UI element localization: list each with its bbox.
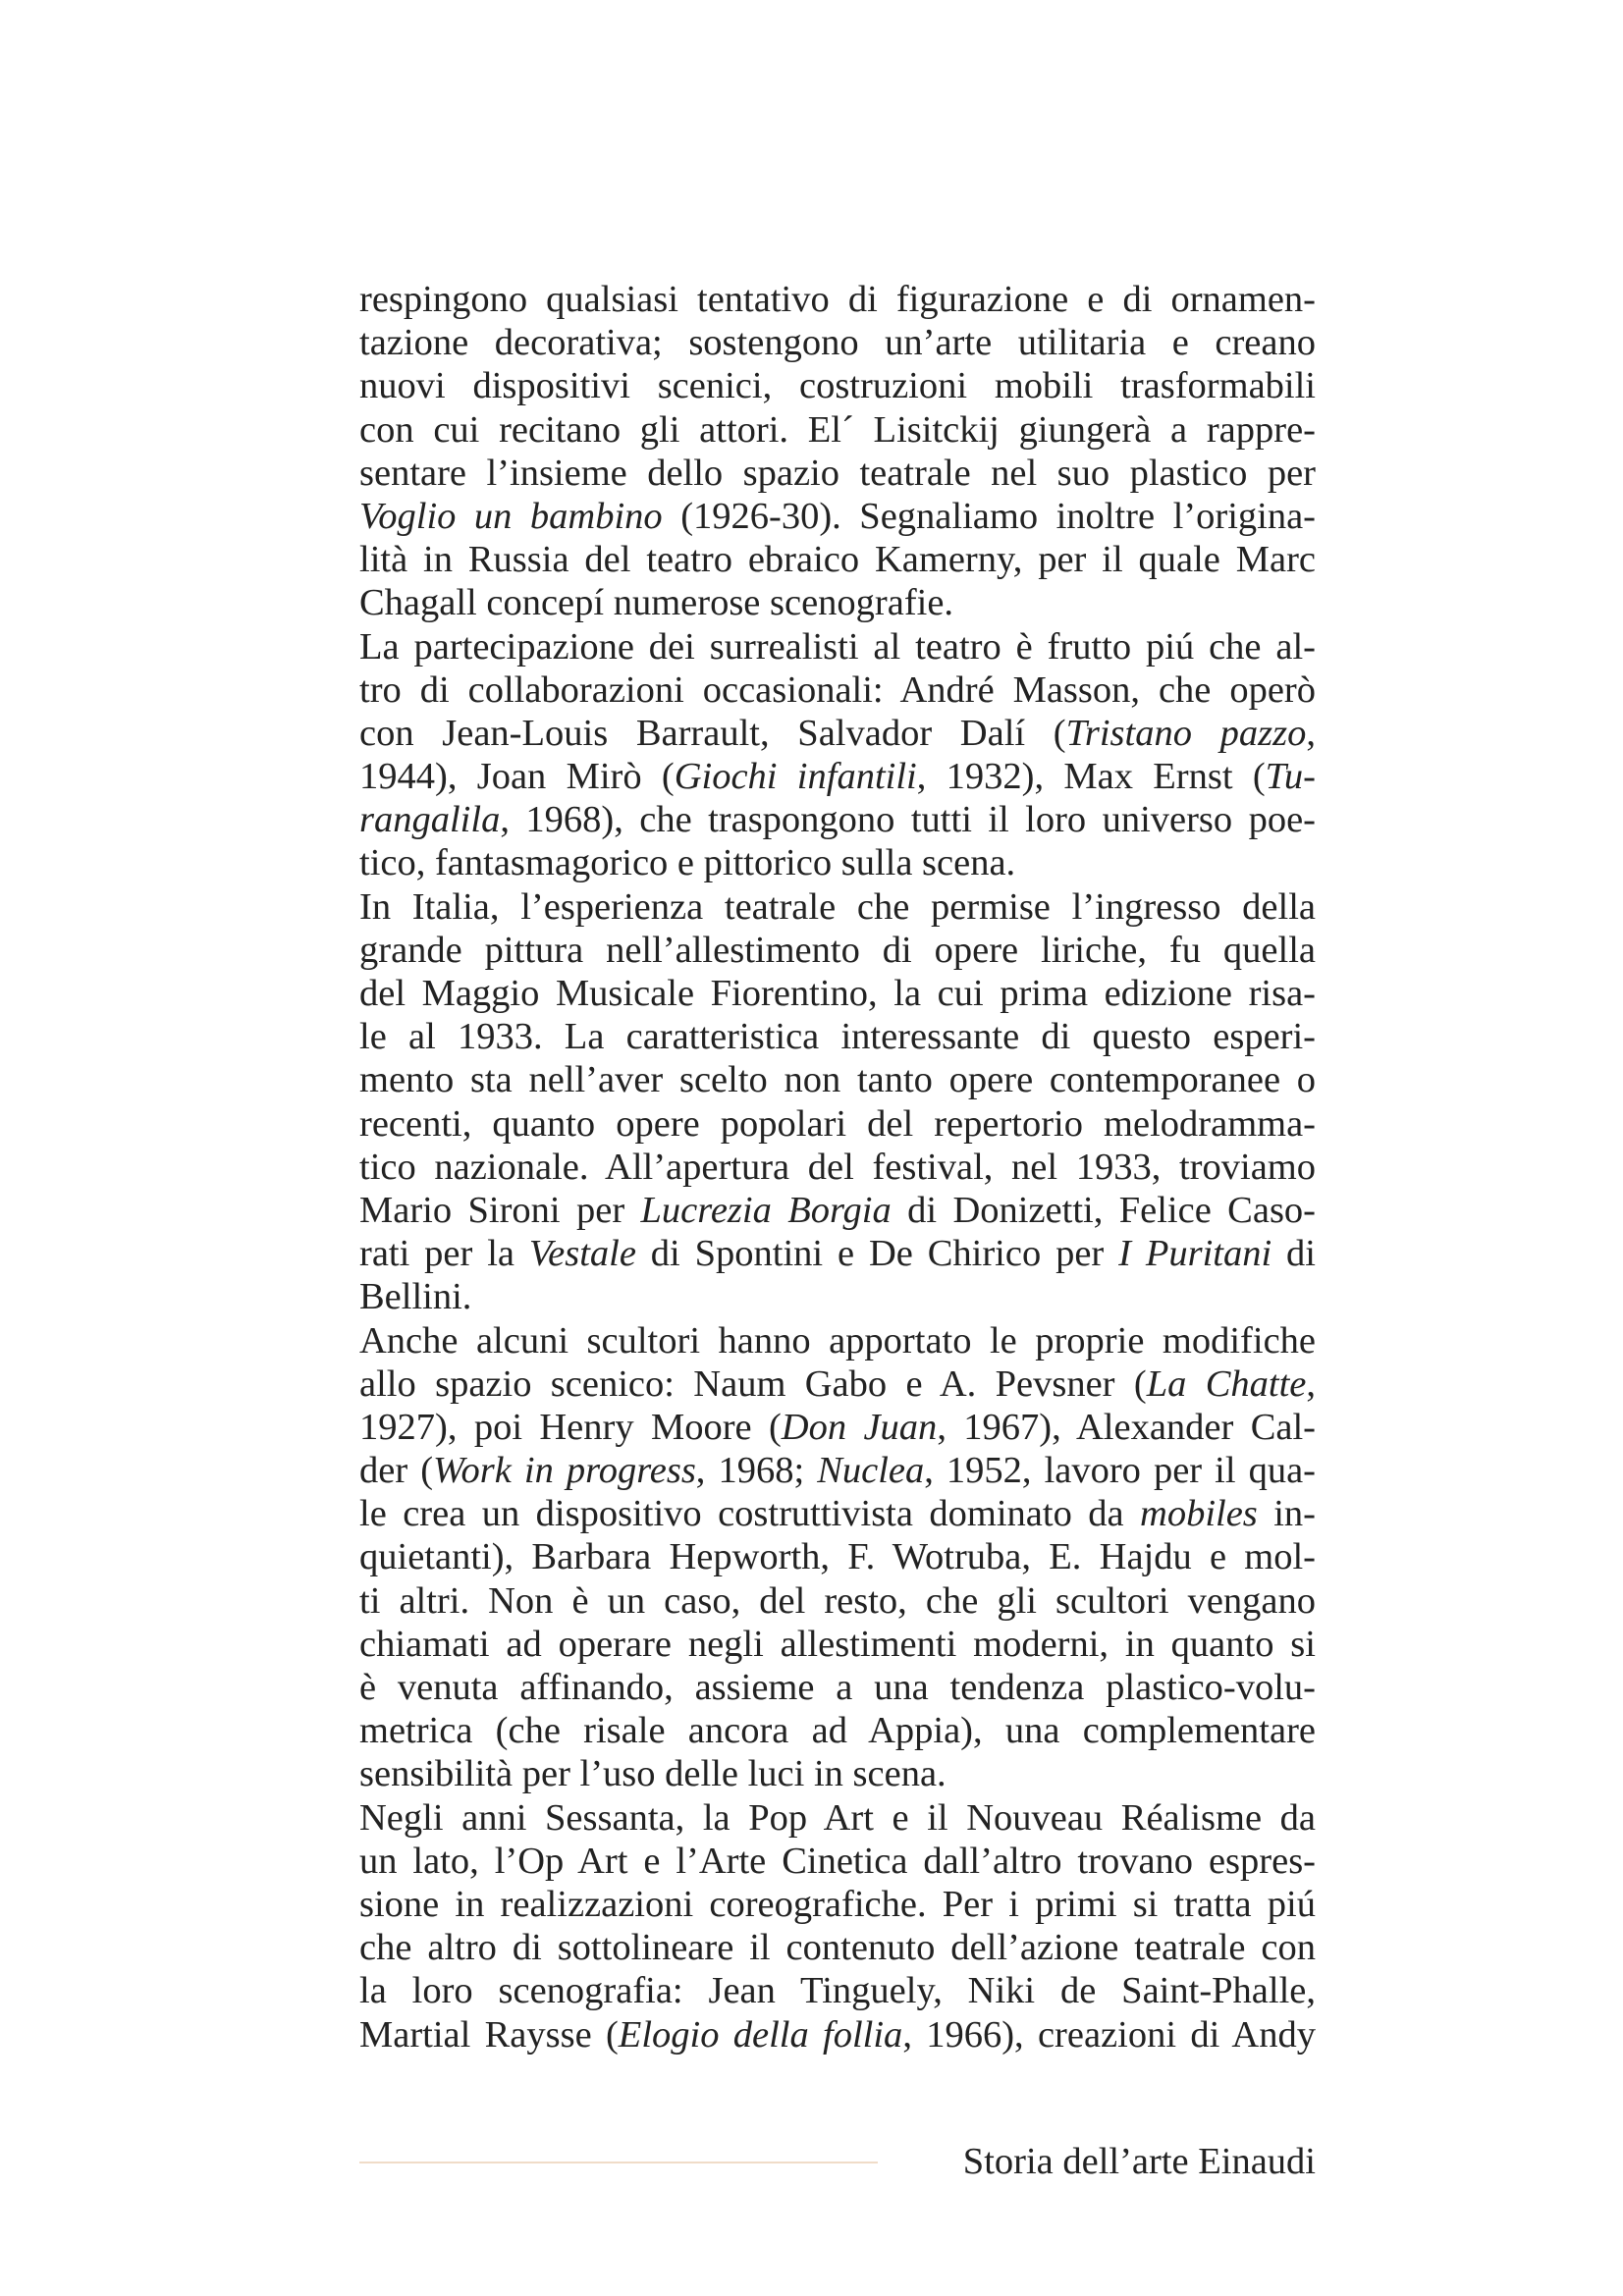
body-text <box>359 278 1316 2056</box>
text-line <box>359 1406 1316 1449</box>
text-run: mento sta nell’aver scelto non tanto opere contemporanee o <box>359 1059 1316 1101</box>
text-line <box>359 929 1316 972</box>
text-line <box>359 1146 1316 1189</box>
text-run: tazione decorativa; sostengono un’arte utilitaria e creano <box>359 322 1316 364</box>
text-run: , 1952, lavoro per il qua- <box>924 1450 1316 1492</box>
text-run: Negli anni Sessanta, la Pop Art e il Nouveau Réalisme da <box>359 1796 1316 1839</box>
text-line <box>359 1232 1316 1275</box>
text-line <box>359 408 1316 452</box>
text-line <box>359 1319 1316 1362</box>
text-line <box>359 1623 1316 1666</box>
text-line <box>359 885 1316 929</box>
text-line <box>359 452 1316 495</box>
text-line <box>359 1492 1316 1535</box>
text-run: sensibilità per l’uso delle luci in scena. <box>359 1753 947 1795</box>
text-run: sentare l’insieme dello spazio teatrale nel suo plastico per <box>359 452 1316 494</box>
text-run: sione in realizzazioni coreografiche. Per i primi si tratta piú <box>359 1883 1316 1925</box>
page-footer <box>359 2138 1316 2189</box>
text-run: der ( <box>359 1450 434 1492</box>
text-line <box>359 278 1316 321</box>
italic-title: Nuclea <box>817 1450 925 1492</box>
italic-title: La Chatte <box>1146 1362 1307 1405</box>
text-line <box>359 1015 1316 1058</box>
text-run: nuovi dispositivi scenici, costruzioni mobili trasformabili <box>359 365 1316 407</box>
text-line <box>359 1969 1316 2012</box>
footer-rule <box>359 2162 878 2163</box>
text-run: recenti, quanto opere popolari del repertorio melodramma- <box>359 1102 1316 1145</box>
text-line <box>359 1189 1316 1232</box>
text-run: , <box>1306 1362 1316 1405</box>
text-run: le crea un dispositivo costruttivista dominato da <box>359 1493 1141 1535</box>
text-line <box>359 1449 1316 1492</box>
text-run: tro di collaborazioni occasionali: André Masson, che operò <box>359 668 1316 711</box>
text-run: tico nazionale. All’apertura del festival, nel 1933, troviamo <box>359 1146 1316 1188</box>
italic-title: mobiles <box>1140 1493 1258 1535</box>
text-run: in- <box>1257 1493 1316 1535</box>
text-run: chiamati ad operare negli allestimenti moderni, in quanto si <box>359 1623 1316 1665</box>
text-line <box>359 1579 1316 1623</box>
text-line <box>359 364 1316 407</box>
italic-title: Giochi infantili <box>674 756 917 798</box>
text-run: , 1966), creazioni di Andy <box>902 2013 1316 2056</box>
italic-title: Lucrezia Borgia <box>640 1189 892 1231</box>
italic-title: Tu- <box>1265 756 1316 798</box>
text-line <box>359 972 1316 1015</box>
text-run: , <box>1306 712 1316 754</box>
text-line <box>359 1796 1316 1840</box>
text-run: di Spontini e De Chirico per <box>635 1233 1119 1275</box>
footer-publication-title: Storia dell’arte Einaudi <box>962 2141 1316 2182</box>
italic-title: Vestale <box>528 1233 636 1275</box>
text-run: con Jean-Louis Barrault, Salvador Dalí ( <box>359 712 1066 754</box>
text-run: respingono qualsiasi tentativo di figurazione e di ornamen- <box>359 279 1316 320</box>
text-run: che altro di sottolineare il contenuto dell’azione teatrale con <box>359 1927 1316 1969</box>
text-line <box>359 1362 1316 1406</box>
text-run: Anche alcuni scultori hanno apportato le proprie modifiche <box>359 1319 1316 1362</box>
italic-title: Voglio un bambino <box>359 495 663 537</box>
text-run: rati per la <box>359 1233 529 1275</box>
text-line <box>359 755 1316 798</box>
text-run: grande pittura nell’allestimento di opere liriche, fu quella <box>359 929 1316 971</box>
text-run: la loro scenografia: Jean Tinguely, Niki de Saint-Phalle, <box>359 1970 1316 2012</box>
text-line <box>359 2013 1316 2056</box>
text-run: tico, fantasmagorico e pittorico sulla scena. <box>359 842 1016 884</box>
text-run: Martial Raysse ( <box>359 2013 619 2056</box>
text-line <box>359 668 1316 712</box>
text-run: un lato, l’Op Art e l’Arte Cinetica dall’altro trovano espres- <box>359 1840 1316 1882</box>
text-line <box>359 625 1316 668</box>
italic-title: Don Juan <box>781 1406 938 1448</box>
text-line <box>359 1883 1316 1926</box>
text-run: ti altri. Non è un caso, del resto, che gli scultori vengano <box>359 1579 1316 1622</box>
text-line <box>359 321 1316 364</box>
text-line <box>359 495 1316 538</box>
text-run: , 1968; <box>695 1450 818 1492</box>
text-line <box>359 1102 1316 1146</box>
text-line <box>359 798 1316 841</box>
text-run: metrica (che risale ancora ad Appia), una complementare <box>359 1710 1316 1752</box>
text-run: Bellini. <box>359 1276 472 1318</box>
text-line <box>359 1752 1316 1795</box>
text-line <box>359 1709 1316 1752</box>
text-run: 1944), Joan Mirò ( <box>359 756 675 798</box>
text-run: con cui recitano gli attori. El´ Lisitckij giungerà a rappre- <box>359 408 1316 451</box>
italic-title: Elogio della follia <box>618 2013 903 2056</box>
text-run: Chagall concepí numerose scenografie. <box>359 582 954 624</box>
italic-title: Tristano pazzo <box>1065 712 1307 754</box>
italic-title: I Puritani <box>1118 1233 1272 1275</box>
text-run: , 1967), Alexander Cal- <box>937 1406 1316 1448</box>
text-run: , 1968), che traspongono tutti il loro universo poe- <box>500 799 1316 841</box>
text-run: le al 1933. La caratteristica interessante di questo esperi- <box>359 1016 1316 1058</box>
text-line <box>359 581 1316 624</box>
text-line <box>359 1840 1316 1883</box>
text-run: quietanti), Barbara Hepworth, F. Wotruba, E. Hajdu e mol- <box>359 1536 1316 1578</box>
text-run: In Italia, l’esperienza teatrale che permise l’ingresso della <box>359 885 1316 928</box>
text-line <box>359 1058 1316 1101</box>
text-run: del Maggio Musicale Fiorentino, la cui prima edizione risa- <box>359 973 1316 1014</box>
text-run: , 1932), Max Ernst ( <box>916 756 1266 798</box>
text-run: La partecipazione dei surrealisti al teatro è frutto piú che al- <box>359 625 1316 667</box>
text-run: di <box>1271 1233 1316 1275</box>
text-line <box>359 1666 1316 1709</box>
text-line <box>359 712 1316 755</box>
text-line <box>359 1275 1316 1318</box>
text-line <box>359 1535 1316 1578</box>
text-line <box>359 1926 1316 1969</box>
text-run: allo spazio scenico: Naum Gabo e A. Pevsner ( <box>359 1362 1147 1405</box>
text-run: lità in Russia del teatro ebraico Kamerny, per il quale Marc <box>359 539 1316 581</box>
italic-title: Work in progress <box>433 1450 696 1492</box>
italic-title: rangalila <box>359 799 501 841</box>
text-run: (1926-30). Segnaliamo inoltre l’origina- <box>662 495 1316 537</box>
text-run: Mario Sironi per <box>359 1189 641 1231</box>
text-line <box>359 841 1316 884</box>
text-run: è venuta affinando, assieme a una tendenza plastico-volu- <box>359 1667 1316 1708</box>
text-run: di Donizetti, Felice Caso- <box>891 1189 1317 1231</box>
text-run: 1927), poi Henry Moore ( <box>359 1406 782 1448</box>
text-line <box>359 538 1316 581</box>
